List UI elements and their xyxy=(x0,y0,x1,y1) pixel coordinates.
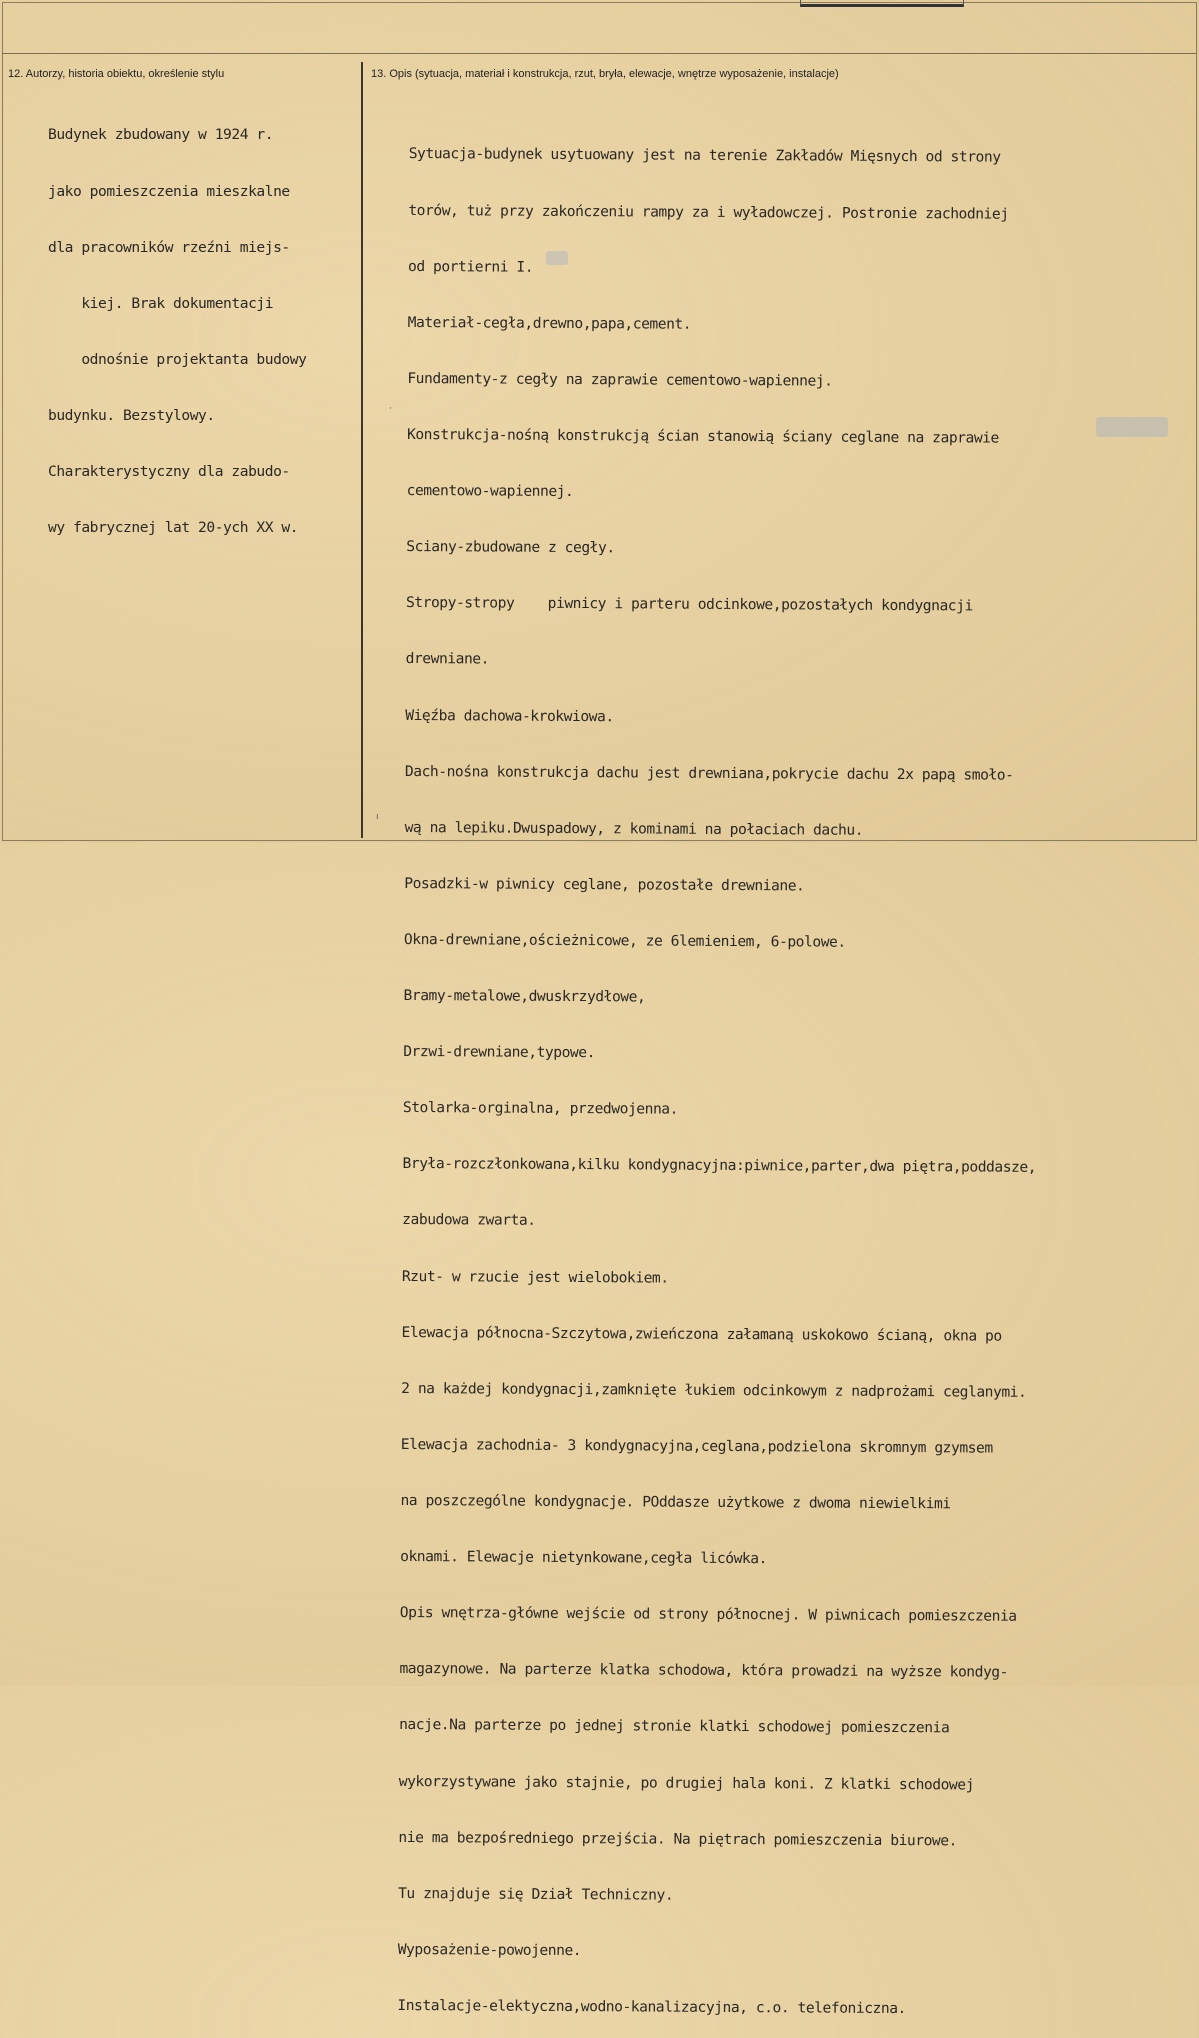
text-line: Charakterystyczny dla zabudo- xyxy=(48,463,290,481)
text-line: Stropy-stropy piwnicy i parteru odcinkowe,pozostałych kondygnacji xyxy=(405,594,973,615)
section-12-header: 12. Autorzy, historia obiektu, określenie stylu xyxy=(8,68,225,80)
text-line: dla pracowników rzeźni miejs- xyxy=(48,238,290,256)
text-line: wą na lepiku.Dwuspadowy, z kominami na połaciach dachu. xyxy=(404,818,864,839)
section-12-body xyxy=(48,89,306,557)
text-line: Konstrukcja-nośną konstrukcją ścian stanowią ściany ceglane na zaprawie xyxy=(406,425,999,447)
section-13-header: 13. Opis (sytuacja, materiał i konstrukcja, rzut, bryła, elewacje, wnętrze wyposażenie, instalacje) xyxy=(371,68,839,80)
text-line: Fundamenty-z cegły na zaprawie cementowo-wapiennej. xyxy=(407,369,833,390)
text-line: budynku. Bezstylowy. xyxy=(48,406,215,424)
text-line: Budynek zbudowany w 1924 r. xyxy=(48,126,274,144)
text-line: od portierni I. xyxy=(407,257,534,276)
text-line: Elewacja północna-Szczytowa,zwieńczona załamaną uskokowo ścianą, okna po xyxy=(401,1323,1002,1345)
text-line: wy fabrycznej lat 20-ych XX w. xyxy=(48,519,299,537)
text-line: Dach-nośna konstrukcja dachu jest drewniana,pokrycie dachu 2x papą smoło- xyxy=(404,762,1014,784)
text-line: jako pomieszczenia mieszkalne xyxy=(48,182,290,200)
text-line: Drzwi-drewniane,typowe. xyxy=(403,1043,596,1062)
text-line: Opis wnętrza-główne wejście od strony północnej. W piwnicach pomieszczenia xyxy=(399,1604,1017,1625)
margin-tick: ı xyxy=(376,812,379,822)
top-tab-mark xyxy=(800,0,964,7)
text-line: Sytuacja-budynek usytuowany jest na terenie Zakładów Mięsnych od strony xyxy=(408,145,1001,167)
text-line: kiej. Brak dokumentacji xyxy=(48,294,274,312)
text-line: nie ma bezpośredniego przejścia. Na piętrach pomieszczenia biurowe. xyxy=(398,1828,958,1850)
text-line: Wyposażenie-powojenne. xyxy=(397,1940,582,1959)
text-line: Materiał-cegła,drewno,papa,cement. xyxy=(407,313,692,333)
text-line: na poszczególne kondygnacje. POddasze użytkowe z dwoma niewielkimi xyxy=(400,1492,951,1513)
text-line: Sciany-zbudowane z cegły. xyxy=(406,538,615,557)
horizontal-rule xyxy=(2,53,1197,54)
text-line: Tu znajduje się Dział Techniczny. xyxy=(398,1884,674,1904)
text-line: magazynowe. Na parterze klatka schodowa, która prowadzi na wyższe kondyg- xyxy=(399,1660,1009,1682)
text-line: wykorzystywane jako stajnie, po drugiej hala koni. Z klatki schodowej xyxy=(398,1772,975,1794)
text-line: Rzut- w rzucie jest wielobokiem. xyxy=(401,1267,669,1287)
text-line: torów, tuż przy zakończeniu rampy za i wyładowczej. Postronie zachodniej xyxy=(408,201,1009,223)
text-line: drewniane. xyxy=(405,650,490,668)
text-line: Elewacja zachodnia- 3 kondygnacyjna,ceglana,podzielona skromnym gzymsem xyxy=(400,1435,993,1457)
section-13-body xyxy=(397,108,1042,2038)
text-line: odnośnie projektanta budowy xyxy=(48,350,307,368)
text-line: nacje.Na parterze po jednej stronie klatki schodowej pomieszczenia xyxy=(399,1716,950,1737)
margin-tick: · xyxy=(389,404,392,414)
column-divider xyxy=(361,62,363,838)
text-line: cementowo-wapiennej. xyxy=(406,482,574,501)
ink-smudge xyxy=(1096,417,1168,437)
text-line: Stolarka-orginalna, przedwojenna. xyxy=(402,1099,679,1118)
text-line: Okna-drewniane,ościeżnicowe, ze 6lemieniem, 6-polowe. xyxy=(403,930,846,951)
text-line: Bramy-metalowe,dwuskrzydłowe, xyxy=(403,987,646,1006)
text-line: 2 na każdej kondygnacji,zamknięte łukiem odcinkowym z nadprożami ceglanymi. xyxy=(401,1379,1027,1401)
text-line: zabudowa zwarta. xyxy=(402,1211,536,1230)
text-line: Więźba dachowa-krokwiowa. xyxy=(405,706,614,725)
text-line: oknami. Elewacje nietynkowane,cegła licówka. xyxy=(400,1548,767,1568)
text-line: Bryła-rozczłonkowana,kilku kondygnacyjna:piwnice,parter,dwa piętra,poddasze, xyxy=(402,1155,1037,1177)
text-line: Instalacje-elektyczna,wodno-kanalizacyjna, c.o. telefoniczna. xyxy=(397,1996,906,2018)
text-line: Posadzki-w piwnicy ceglane, pozostałe drewniane. xyxy=(404,874,805,895)
